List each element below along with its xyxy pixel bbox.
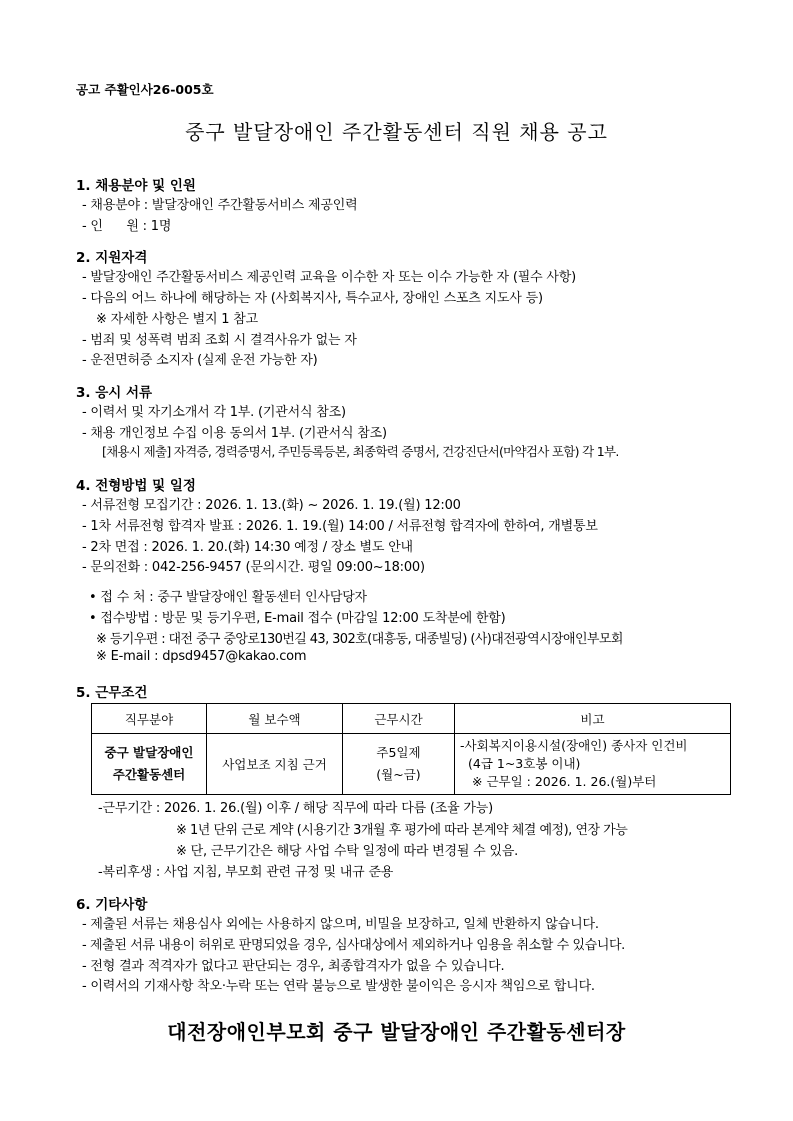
document-number: 공고 주활인사26-005호 [76, 82, 214, 97]
text-line: - 문의전화 : 042-256-9457 (문의시간. 평일 09:00~18:00) [82, 560, 425, 575]
text-line: - 서류전형 모집기간 : 2026. 1. 13.(화) ~ 2026. 1. 19.(월) 12:00 [82, 498, 461, 513]
cell-text: 주간활동센터 [112, 767, 186, 782]
text-line: - 1차 서류전형 합격자 발표 : 2026. 1. 19.(월) 14:00 / 서류전형 합격자에 한하여, 개별통보 [82, 519, 598, 534]
table-cell-hours [343, 734, 455, 795]
text-line: - 인 원 : 1명 [82, 219, 172, 234]
bullet-line: ※ 등기우편 : 대전 중구 중앙로130번길 43, 302호(대흥동, 대종빌딩) (사)대전광역시장애인부모회 [96, 632, 623, 647]
text-line: - 전형 결과 적격자가 없다고 판단되는 경우, 최종합격자가 없을 수 있습니다. [82, 959, 505, 974]
cell-text: 중구 발달장애인 [104, 745, 194, 760]
bullet-line: ※ E-mail : dpsd9457@kakao.com [96, 649, 307, 664]
cell-text: ※ 근무일 : 2026. 1. 26.(월)부터 [472, 774, 657, 789]
bullet-line: • 접수방법 : 방문 및 등기우편, E-mail 접수 (마감일 12:00 도착분에 한함) [89, 611, 506, 626]
table-cell-field [92, 734, 207, 795]
text-line: -복리후생 : 사업 지침, 부모회 관련 규정 및 내규 준용 [98, 865, 394, 880]
text-line: ※ 단, 근무기간은 해당 사업 수탁 일정에 따라 변경될 수 있음. [176, 844, 519, 859]
text-line: - 제출된 서류 내용이 허위로 판명되었을 경우, 심사대상에서 제외하거나 임용을 취소할 수 있습니다. [82, 938, 625, 953]
cell-text: -사회복지이용시설(장애인) 종사자 인건비 [460, 738, 688, 753]
table-header-cell: 비고 [455, 704, 731, 734]
text-line: [채용시 제출] 자격증, 경력증명서, 주민등록등본, 최종학력 증명서, 건강진단서(마약검사 포함) 각 1부. [102, 444, 619, 459]
text-line: - 범죄 및 성폭력 범죄 조회 시 결격사유가 없는 자 [82, 333, 357, 348]
text-line: - 이력서 및 자기소개서 각 1부. (기관서식 참조) [82, 405, 346, 420]
text-line: - 이력서의 기재사항 착오·누락 또는 연락 불능으로 발생한 불이익은 응시자 책임으로 합니다. [82, 979, 595, 994]
text-line: - 제출된 서류는 채용심사 외에는 사용하지 않으며, 비밀을 보장하고, 일체 반환하지 않습니다. [82, 917, 599, 932]
text-line: - 채용 개인정보 수집 이용 동의서 1부. (기관서식 참조) [82, 426, 387, 441]
table-header-cell: 월 보수액 [207, 704, 343, 734]
section-heading-3: 3. 응시 서류 [76, 385, 153, 401]
section-heading-6: 6. 기타사항 [76, 897, 148, 913]
section-heading-1: 1. 채용분야 및 인원 [76, 178, 196, 194]
section-heading-4: 4. 전형방법 및 일정 [76, 478, 196, 494]
table-cell-pay: 사업보조 지침 근거 [207, 734, 343, 795]
text-line: - 2차 면접 : 2026. 1. 20.(화) 14:30 예정 / 장소 별도 안내 [82, 540, 413, 555]
text-line: ※ 1년 단위 근로 계약 (시용기간 3개월 후 평가에 따라 본계약 체결 예정), 연장 가능 [176, 823, 628, 838]
text-line: - 운전면허증 소지자 (실제 운전 가능한 자) [82, 353, 318, 368]
text-line: -근무기간 : 2026. 1. 26.(월) 이후 / 해당 직무에 따라 다름 (조율 가능) [98, 801, 493, 816]
page-title: 중구 발달장애인 주간활동센터 직원 채용 공고 [185, 120, 608, 144]
work-conditions-table [91, 703, 731, 795]
section-heading-2: 2. 지원자격 [76, 250, 148, 266]
cell-text: 주5일제 [376, 745, 421, 760]
cell-text: (월~금) [376, 767, 421, 782]
text-line: ※ 자세한 사항은 별지 1 참고 [96, 312, 259, 327]
table-header-cell: 근무시간 [343, 704, 455, 734]
table-cell-note [455, 734, 731, 795]
table-row [92, 734, 731, 795]
text-line: - 채용분야 : 발달장애인 주간활동서비스 제공인력 [82, 198, 358, 213]
text-line: - 발달장애인 주간활동서비스 제공인력 교육을 이수한 자 또는 이수 가능한 자 (필수 사항) [82, 270, 576, 285]
table-header-row [92, 704, 731, 734]
cell-text: (4급 1~3호봉 이내) [468, 756, 581, 771]
table-header-cell: 직무분야 [92, 704, 207, 734]
bullet-line: • 접 수 처 : 중구 발달장애인 활동센터 인사담당자 [89, 590, 367, 605]
section-heading-5: 5. 근무조건 [76, 685, 148, 701]
issuer-signature: 대전장애인부모회 중구 발달장애인 주간활동센터장 [167, 1020, 626, 1044]
text-line: - 다음의 어느 하나에 해당하는 자 (사회복지사, 특수교사, 장애인 스포츠 지도사 등) [82, 291, 543, 306]
